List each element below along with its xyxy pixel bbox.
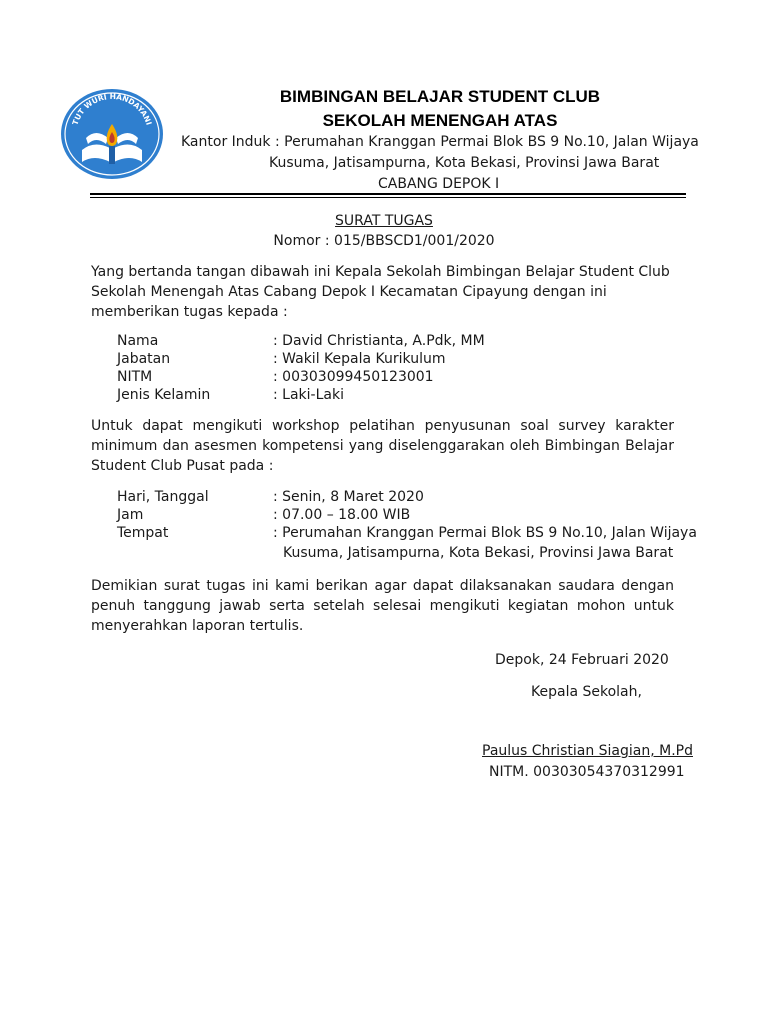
branch-name: CABANG DEPOK I	[378, 176, 500, 192]
purpose-line: Untuk dapat mengikuti workshop pelatihan penyusunan soal survey karakter	[91, 418, 674, 434]
field-label: Jam	[117, 507, 144, 523]
field-label: Jenis Kelamin	[117, 387, 211, 403]
org-name-line-1: BIMBINGAN BELAJAR STUDENT CLUB	[279, 87, 601, 106]
intro-line: Sekolah Menengah Atas Cabang Depok I Kecamatan Cipayung dengan ini	[91, 284, 607, 300]
field-label: Nama	[117, 333, 159, 349]
field-value: : Laki-Laki	[273, 387, 344, 403]
purpose-paragraph	[91, 416, 674, 476]
field-value: : 00303099450123001	[273, 369, 434, 385]
closing-line: penuh tanggung jawab serta setelah selesai mengikuti kegiatan mohon untuk	[91, 598, 674, 614]
purpose-line: minimum dan asesmen kompetensi yang diselenggarakan oleh Bimbingan Belajar	[91, 438, 674, 454]
tut-wuri-handayani-logo	[60, 88, 164, 180]
signatory-name: Paulus Christian Siagian, M.Pd	[482, 743, 693, 759]
field-label: Tempat	[117, 525, 169, 541]
letterhead-rule-thick	[90, 193, 686, 195]
address-line-1: Kantor Induk : Perumahan Kranggan Permai Blok BS 9 No.10, Jalan Wijaya	[181, 134, 699, 150]
signatory-nitm: NITM. 00303054370312991	[489, 764, 685, 780]
place-date: Depok, 24 Februari 2020	[495, 652, 669, 668]
letter-number: Nomor : 015/BBSCD1/001/2020	[273, 233, 495, 249]
signatory-role: Kepala Sekolah,	[531, 684, 642, 700]
address-line-2: Kusuma, Jatisampurna, Kota Bekasi, Provinsi Jawa Barat	[269, 155, 660, 171]
field-value: : Wakil Kepala Kurikulum	[273, 351, 446, 367]
field-label: NITM	[117, 369, 153, 385]
field-value-continued: Kusuma, Jatisampurna, Kota Bekasi, Provinsi Jawa Barat	[283, 545, 674, 561]
letter-title: SURAT TUGAS	[335, 213, 433, 229]
field-value: : David Christianta, A.Pdk, MM	[273, 333, 485, 349]
intro-paragraph	[91, 262, 674, 322]
intro-line: Yang bertanda tangan dibawah ini Kepala Sekolah Bimbingan Belajar Student Club	[91, 264, 670, 280]
intro-line: memberikan tugas kepada :	[91, 304, 288, 320]
field-value: : Perumahan Kranggan Permai Blok BS 9 No.10, Jalan Wijaya	[273, 525, 697, 541]
closing-line: menyerahkan laporan tertulis.	[91, 618, 304, 634]
org-name-line-2: SEKOLAH MENENGAH ATAS	[322, 111, 558, 130]
closing-line: Demikian surat tugas ini kami berikan agar dapat dilaksanakan saudara dengan	[91, 578, 674, 594]
field-label: Jabatan	[117, 351, 171, 367]
closing-paragraph	[91, 576, 674, 636]
letterhead-rule-thin	[90, 197, 686, 198]
field-label: Hari, Tanggal	[117, 489, 209, 505]
logo-motto: TUT WURI HANDAYANI	[70, 91, 154, 127]
field-value: : Senin, 8 Maret 2020	[273, 489, 424, 505]
field-value: : 07.00 – 18.00 WIB	[273, 507, 411, 523]
purpose-line: Student Club Pusat pada :	[91, 458, 274, 474]
